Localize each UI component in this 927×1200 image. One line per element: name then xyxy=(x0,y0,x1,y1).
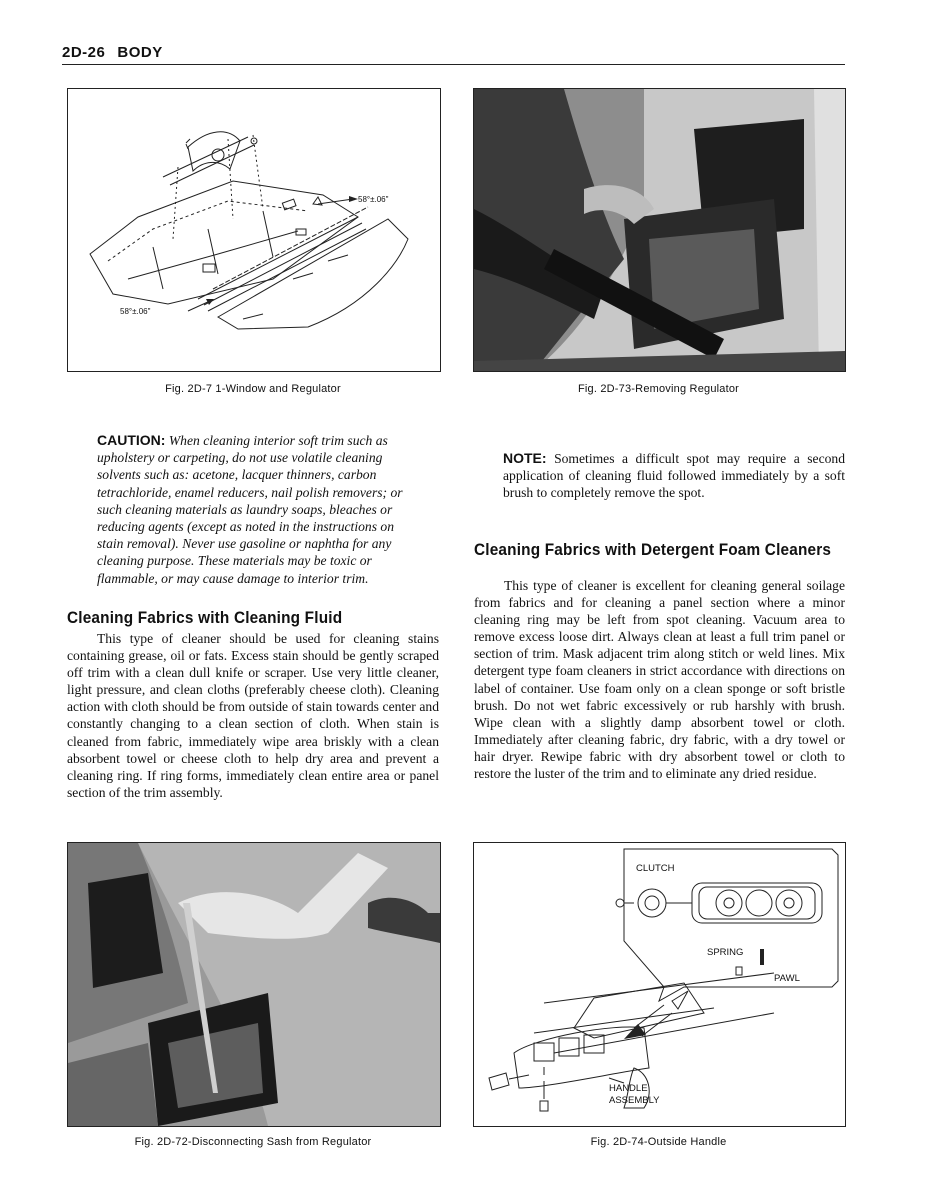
heading-foam-cleaners: Cleaning Fabrics with Detergent Foam Cleaners xyxy=(474,541,832,559)
caption-fig-72: Fig. 2D-72-Disconnecting Sash from Regulator xyxy=(134,1136,372,1148)
label-pawl: PAWL xyxy=(774,973,800,984)
window-regulator-illustration xyxy=(68,89,440,371)
disconnecting-sash-photo xyxy=(68,843,440,1126)
angle-label-upper: 58°±.06" xyxy=(358,195,389,204)
removing-regulator-photo xyxy=(474,89,845,371)
page-number: 2D-26 xyxy=(62,44,106,61)
caption-fig-74: Fig. 2D-74-Outside Handle xyxy=(590,1136,727,1148)
header-rule xyxy=(62,64,845,65)
note-block xyxy=(503,450,845,502)
figure-window-regulator xyxy=(67,88,441,372)
caution-block xyxy=(97,432,415,587)
caution-text: When cleaning interior soft trim such as upholstery or carpeting, do not use volatile cleaning solvents such as: acetone, lacquer thinners, carbon tetrachloride, enamel reducers, nail polish removers; or such cleaning materials as laundry soaps, bleaches or reducing agents (except as noted in the instructions on stain removal). Never use gasoline or naphtha for any cleaning purpose. These materials may be toxic or flammable, or may cause damage to interior trim. xyxy=(97,433,403,586)
section-title: BODY xyxy=(117,44,163,61)
note-label: NOTE: xyxy=(503,450,547,466)
caption-fig-71: Fig. 2D-7 1-Window and Regulator xyxy=(165,383,341,395)
figure-removing-regulator xyxy=(473,88,846,372)
label-handle: HANDLE xyxy=(609,1083,648,1094)
foam-cleaners-body: This type of cleaner is excellent for cleaning general soilage from fabrics and for cleaning a panel section where a minor cleaning ring may be left from spot cleaning. Vacuum area to remove excess loose dirt. Always clean at least a full trim panel or section of trim. Mask adjacent trim along stitch or weld lines. Mix detergent type foam cleaners in strict accordance with directions on label of container. Use foam only on a clean sponge or soft bristle brush. Do not wet fabric excessively or rub harshly with brush. Wipe clean with a slightly damp absorbent towel or cloth. Immediately after cleaning fabric, dry fabric, with a dry towel or hair dryer. Rewipe fabric with dry absorbent towel or cloth to restore the luster of the trim and to eliminate any dried residue. xyxy=(474,578,845,782)
figure-disconnecting-sash xyxy=(67,842,441,1127)
heading-cleaning-fluid: Cleaning Fabrics with Cleaning Fluid xyxy=(67,609,343,627)
cleaning-fluid-body: This type of cleaner should be used for cleaning stains containing grease, oil or fats. Excess stain should be gently scraped off trim with a clean dull knife or scraper. Use very little cleaner, light pressure, and clean cloths (preferably cheese cloth). Cleaning action with cloth should be from outside of stain towards center and constantly changing to a clean section of cloth. When stain is cleaned from fabric, immediately wipe area briskly with a clean absorbent towel or cheese cloth to help dry area and prevent a cleaning ring. If ring forms, immediately clean entire area or panel section of the trim assembly. xyxy=(67,631,439,800)
caption-fig-73: Fig. 2D-73-Removing Regulator xyxy=(577,383,740,395)
note-text: Sometimes a difficult spot may require a second application of cleaning fluid followed immediately by a soft brush to completely remove the spot. xyxy=(503,451,845,501)
label-assembly: ASSEMBLY xyxy=(609,1095,660,1106)
page-header xyxy=(62,44,163,61)
outside-handle-illustration xyxy=(474,843,845,1126)
label-spring: SPRING xyxy=(707,947,744,958)
angle-label-lower: 58°±.06" xyxy=(120,307,151,316)
label-clutch: CLUTCH xyxy=(636,863,675,874)
caution-label: CAUTION: xyxy=(97,432,166,448)
figure-outside-handle xyxy=(473,842,846,1127)
